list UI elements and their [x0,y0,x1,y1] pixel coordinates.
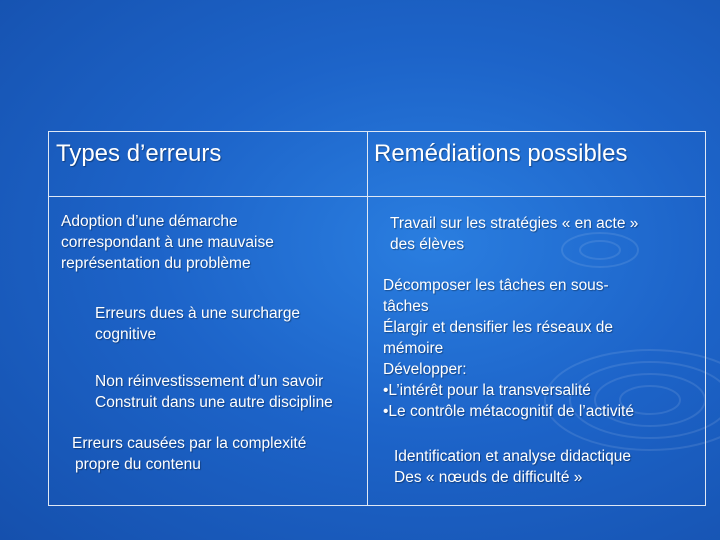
table-cell-line: Erreurs dues à une surcharge [95,305,301,322]
right-item-strategies [390,213,638,255]
table-cell-line: Identification et analyse didactique [394,448,631,465]
table-cell-line: tâches [383,298,429,315]
table-cell-line: Élargir et densifier les réseaux de [383,319,614,336]
table-cell-line: représentation du problème [61,255,251,272]
header-types-erreurs: Types d’erreurs [56,140,222,167]
left-item-demarche [61,211,274,274]
column-divider [367,131,368,506]
table-cell-line: Construit dans une autre discipline [95,394,333,411]
table-cell-line: cognitive [95,326,157,343]
table-cell-line: Non réinvestissement d’un savoir [95,373,324,390]
table-cell-line: propre du contenu [75,456,201,473]
table-cell-line: Développer: [383,361,467,378]
table-cell-line: •L’intérêt pour la transversalité [383,382,591,399]
header-divider [48,196,706,197]
left-item-reinvestissement [95,371,333,413]
table-cell-line: Des « nœuds de difficulté » [394,469,583,486]
table-cell-line: correspondant à une mauvaise [61,234,274,251]
table-cell-line: •Le contrôle métacognitif de l’activité [383,403,634,420]
table-cell-line: Erreurs causées par la complexité [72,435,307,452]
table-cell-line: Décomposer les tâches en sous- [383,277,609,294]
table-cell-line: Travail sur les stratégies « en acte » [390,215,639,232]
table-cell-line: des élèves [390,236,465,253]
right-item-decomposer [383,275,634,422]
table-cell-line: Adoption d’une démarche [61,213,238,230]
right-item-identification [394,446,631,488]
header-remediations: Remédiations possibles [374,140,628,167]
left-item-surcharge [95,303,300,345]
left-item-complexite [72,433,306,475]
table-cell-line: mémoire [383,340,444,357]
